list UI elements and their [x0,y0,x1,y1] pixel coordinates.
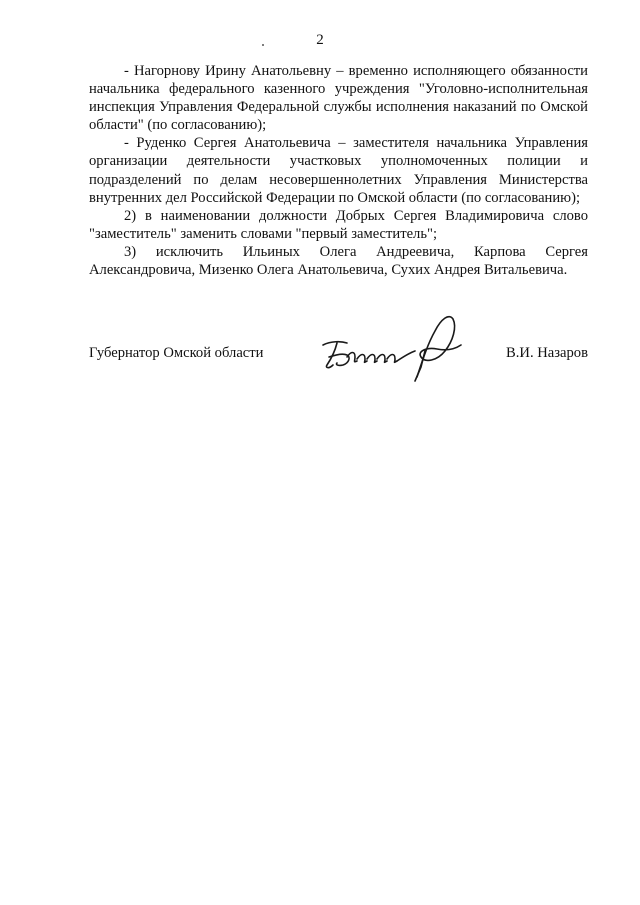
paragraph-nagornova: - Нагорнову Ирину Анатольевну – временно исполняющего обязанности начальника федерального казенного учреждения "Уголовно-исполнительная инспекция Управления Федеральной службы исполнения наказаний по Омской области" (по согласованию); [89,63,588,134]
paragraph-rudenko: - Руденко Сергея Анатольевича – заместителя начальника Управления организации деятельности участковых уполномоченных полиции и подразделений по делам несовершеннолетних Управления Министерства внутренних дел Российской Федерации по Омской области (по согласованию); [89,135,588,206]
paragraph-dobrykh: 2) в наименовании должности Добрых Сергея Владимировича слово "заместитель" заменить словами "первый заместитель"; [89,207,588,242]
signer-name: В.И. Назаров [506,345,588,361]
signer-title: Губернатор Омской области [89,345,264,361]
handwritten-signature [317,305,487,385]
page-number: 2 [316,32,324,48]
signature-block [89,305,588,385]
scan-speck [262,44,264,46]
paragraph-exclude: 3) исключить Ильиных Олега Андреевича, Карпова Сергея Александровича, Мизенко Олега Анатольевича, Сухих Андрея Витальевича. [89,243,588,279]
document-body [89,62,588,279]
